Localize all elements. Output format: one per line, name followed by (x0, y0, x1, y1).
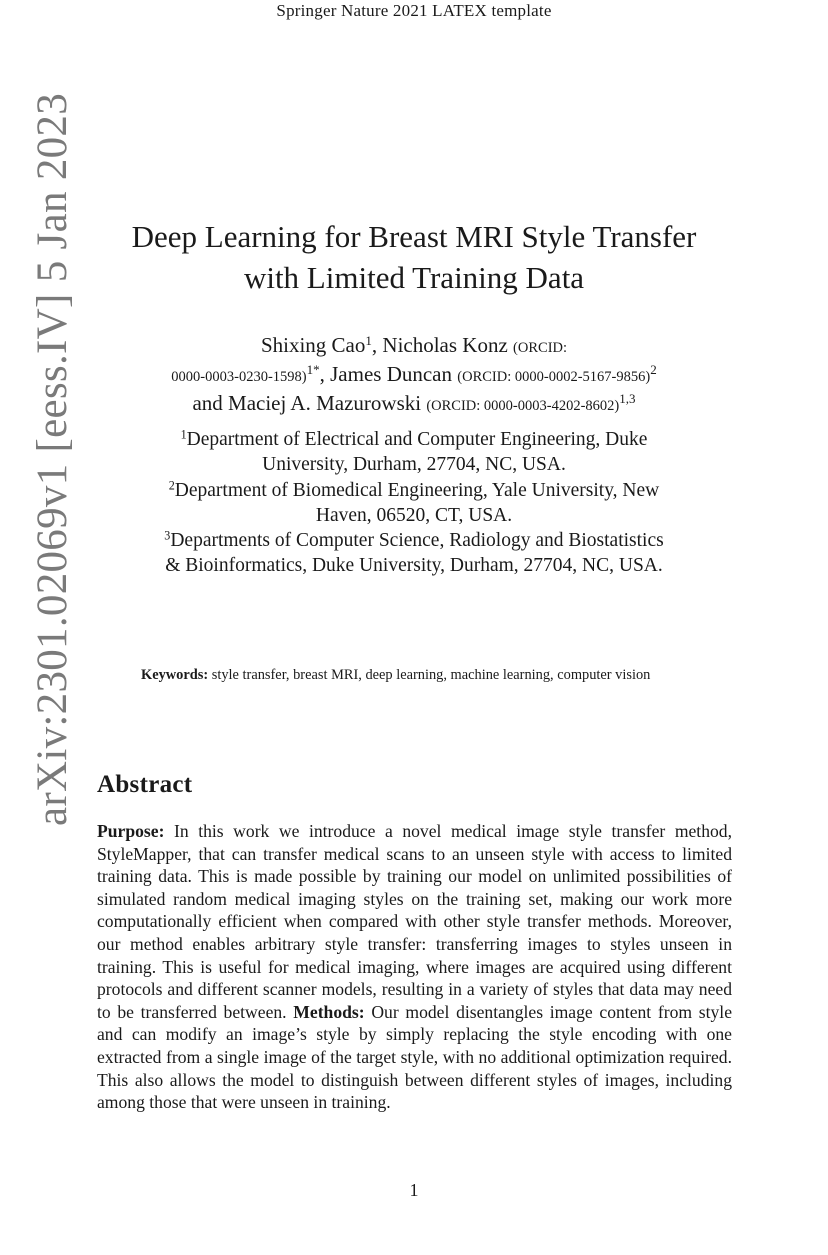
purpose-text: In this work we introduce a novel medical image style transfer method, StyleMapper, that can transfer medical scans to an unseen style with access to limited training data. This is made possible by training our model on unlimited possibilities of simulated random medical imaging styles on the training set, making our work more computationally efficient when compared with other style transfer methods. Moreover, our method enables arbitrary style transfer: transferring images to styles unseen in training. This is useful for medical imaging, where images are acquired using different protocols and different scanner models, resulting in a variety of styles that data may need to be transferred between. (97, 821, 732, 1022)
author-duncan-affil: 2 (650, 361, 657, 377)
author-mazurowski: Maciej A. Mazurowski (228, 391, 422, 415)
affiliation-number: 3 (164, 528, 171, 543)
title-line-1: Deep Learning for Breast MRI Style Transfer (131, 219, 697, 254)
author-and: and (192, 391, 223, 415)
author-duncan: James Duncan (330, 362, 453, 386)
affiliation-text: Haven, 06520, CT, USA. (315, 504, 513, 526)
author-cao: Shixing Cao (260, 333, 366, 357)
running-head: Springer Nature 2021 LATEX template (276, 1, 552, 20)
keywords-label: Keywords: (141, 667, 209, 683)
author-line-3 (100, 390, 728, 419)
methods-label: Methods: (293, 1001, 365, 1022)
methods-text: Our model disentangles image content from style and can modify an image’s style by simply replacing the style encoding with one extracted from a single image of the target style, with no additional optimization required. This also allows the model to distinguish between different styles of images, including among those that were unseen in training. (97, 1001, 733, 1113)
author-cao-affil: 1 (365, 332, 372, 348)
orcid-mazurowski: (ORCID: 0000-0003-4202-8602) (426, 398, 620, 414)
orcid-duncan: (ORCID: 0000-0002-5167-9856) (457, 369, 651, 385)
affiliation-text: & Bioinformatics, Duke University, Durham, 27704, NC, USA. (165, 555, 663, 577)
arxiv-identifier: arXiv:2301.02069v1 [eess.IV] 5 Jan 2023 (29, 92, 76, 826)
affiliation-text: Departments of Computer Science, Radiology and Biostatistics (170, 530, 664, 552)
author-konz-affil: 1* (306, 361, 320, 377)
orcid-konz-label: (ORCID: (513, 340, 568, 356)
abstract-heading: Abstract (97, 771, 193, 798)
affiliation-2 (100, 478, 728, 529)
keywords (141, 667, 671, 685)
affiliation-text: University, Durham, 27704, NC, USA. (262, 454, 566, 476)
keywords-text: style transfer, breast MRI, deep learning, machine learning, computer vision (211, 667, 651, 683)
orcid-konz-value: 0000-0003-0230-1598) (171, 369, 307, 385)
author-mazurowski-affil: 1,3 (619, 390, 636, 406)
affiliation-number: 1 (180, 427, 187, 442)
affiliations (100, 427, 728, 579)
paper-title (80, 216, 748, 298)
purpose-label: Purpose: (97, 821, 165, 841)
affiliation-number: 2 (168, 477, 175, 492)
author-list (100, 332, 728, 419)
affiliation-text: Department of Biomedical Engineering, Yale University, New (174, 479, 660, 501)
affiliation-text: Department of Electrical and Computer Engineering, Duke (186, 429, 648, 450)
author-konz: Nicholas Konz (382, 333, 508, 357)
affiliation-1 (100, 427, 728, 478)
author-line-1: Shixing Cao$^1$, Nicholas Konz (ORCID: (260, 332, 568, 357)
author-line-2: 0000-0003-0230-1598)$^{1*}$, James Duncan (ORCID: 0000-0002-5167-9856)$^2$ (171, 361, 657, 386)
title-line-2: with Limited Training Data (243, 260, 585, 295)
affiliation-3 (100, 528, 728, 579)
abstract-body (97, 820, 732, 1114)
page-number: 1 (409, 1180, 419, 1200)
